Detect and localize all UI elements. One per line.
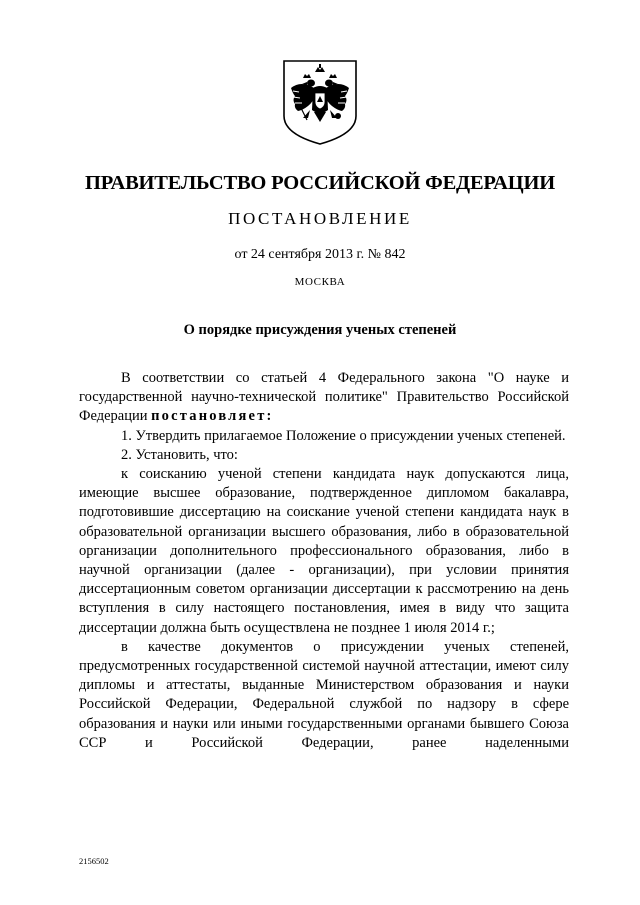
preamble-text: В соответствии со статьей 4 Федерального закона "О науке и государственной научно-технической политике" Правительство Российской Федерации: [79, 370, 569, 425]
document-date-number: от 24 сентября 2013 г. № 842: [234, 247, 406, 262]
government-title: ПРАВИТЕЛЬСТВО РОССИЙСКОЙ ФЕДЕРАЦИИ: [85, 172, 555, 194]
document-subject: О порядке присуждения ученых степеней: [183, 322, 457, 338]
paragraph-preamble: [79, 369, 569, 427]
state-emblem-icon: [281, 58, 359, 146]
document-city: МОСКВА: [294, 276, 346, 288]
paragraph-item-1: 1. Утвердить прилагаемое Положение о присуждении ученых степеней.: [121, 427, 566, 444]
document-code: 2156502: [79, 856, 109, 866]
document-body: [79, 369, 569, 753]
paragraph-item-2: 2. Установить, что:: [121, 446, 238, 463]
resolves-word: постановляет:: [151, 408, 274, 425]
paragraph-diplomas: в качестве документов о присуждении ученых степеней, предусмотренных государственной системой научной аттестации, имеют силу дипломы и аттестаты, выданные Министерством образования и науки Российской Федерации, Федеральной службой по надзору в сфере образования и науки или иными государственными органами бывшего Союза ССР и Российской Федерации, ранее наделенными: [79, 638, 569, 751]
paragraph-candidate-admission: к соисканию ученой степени кандидата наук допускаются лица, имеющие высшее образование, подтвержденное дипломом бакалавра, подготовившие диссертацию на соискание ученой степени кандидата наук в образовательной организации высшего образования, либо в образовательной организации дополнительного профессионального образования, либо в научной организации (далее - организации), при условии принятия диссертационным советом организации диссертации к рассмотрению на день вступления в силу настоящего постановления, имея в виду что защита диссертации должна быть осуществлена не позднее 1 июля 2014 г.;: [79, 466, 569, 636]
document-type: ПОСТАНОВЛЕНИЕ: [228, 209, 412, 228]
